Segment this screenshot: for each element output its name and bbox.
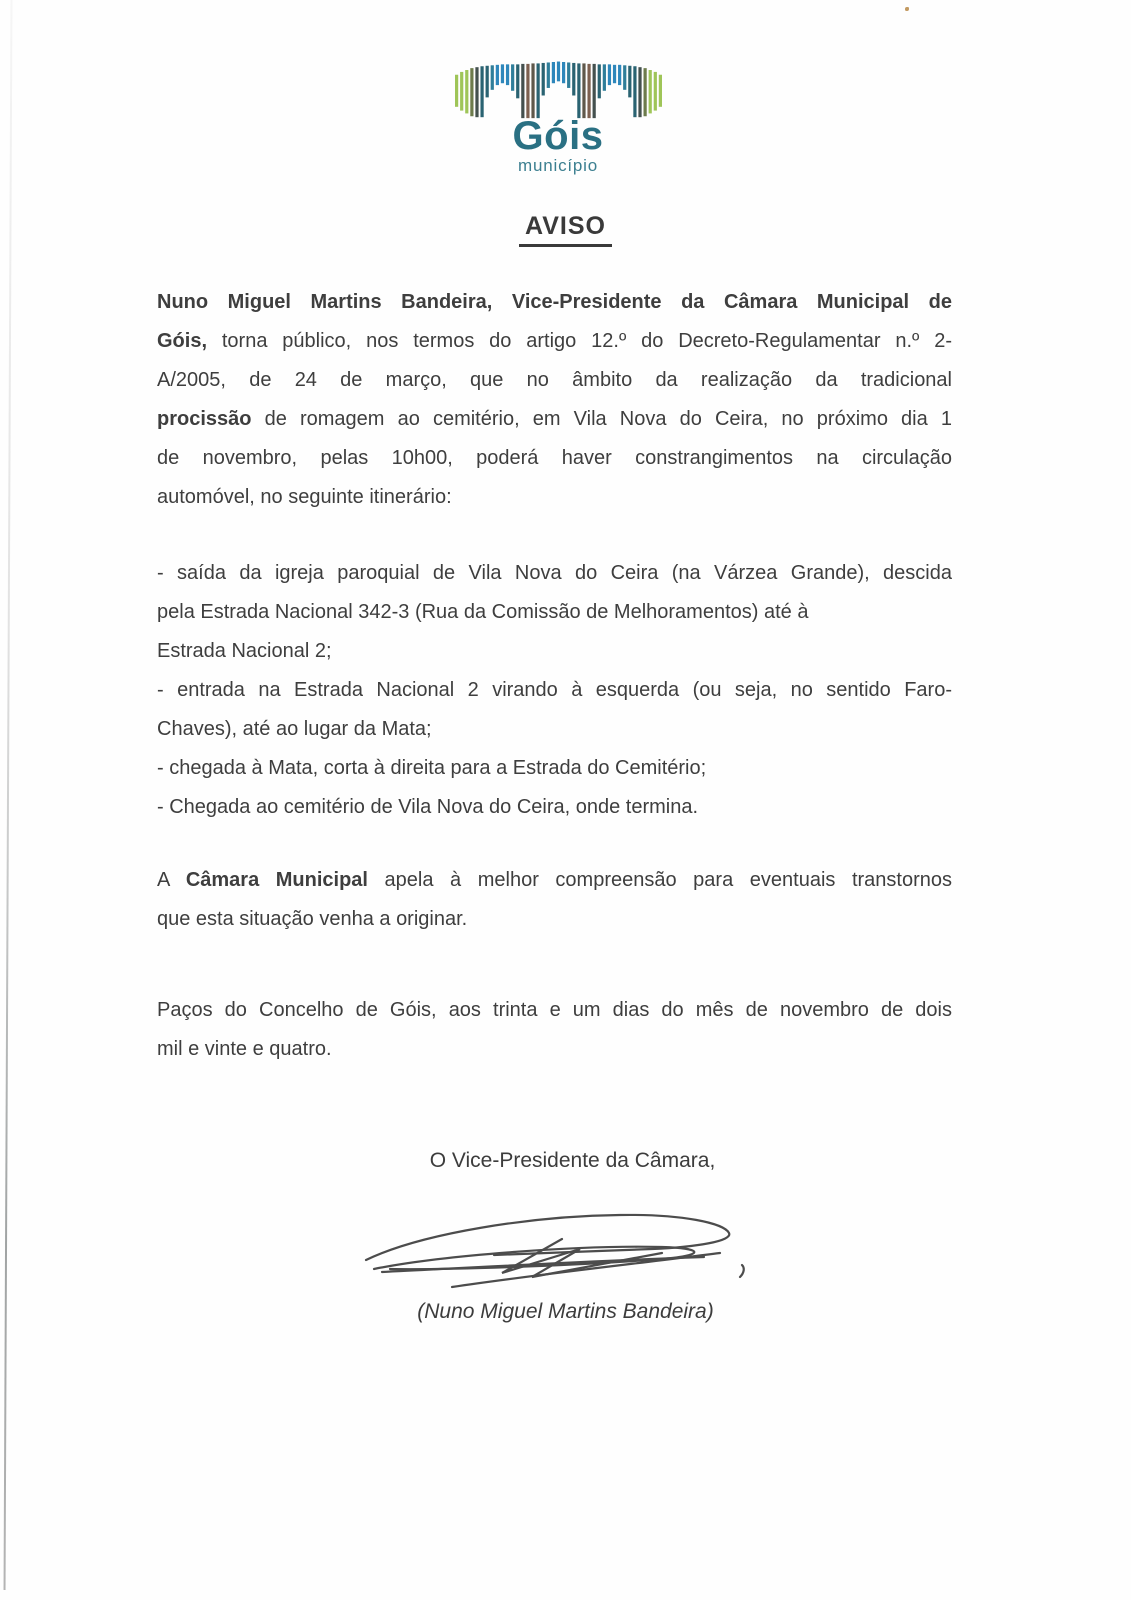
text-line: pela Estrada Nacional 342-3 (Rua da Comissão de Melhoramentos) até à: [157, 601, 809, 623]
text-line: que esta situação venha a originar.: [157, 908, 468, 930]
notice-body: [157, 283, 952, 1069]
intro-paragraph: [157, 283, 952, 517]
municipality-logo: [452, 54, 664, 176]
closing-paragraph: [157, 861, 952, 939]
text-line: Paços do Concelho de Góis, aos trinta e um dias do mês de novembro de dois: [157, 999, 952, 1021]
text-line: procissão de romagem ao cemitério, em Vila Nova do Ceira, no próximo dia 1: [157, 408, 952, 430]
text-line: Chaves), até ao lugar da Mata;: [157, 718, 432, 740]
text-line: - Chegada ao cemitério de Vila Nova do Ceira, onde termina.: [157, 796, 699, 818]
notice-title: AVISO: [519, 212, 612, 247]
signoff-line: O Vice-Presidente da Câmara,: [429, 1149, 716, 1172]
scan-speck-artifact: [905, 7, 909, 11]
logo-name: Góis: [512, 114, 604, 158]
text-line: A/2005, de 24 de março, que no âmbito da realização da tradicional: [157, 369, 952, 391]
text-line: - entrada na Estrada Nacional 2 virando à esquerda (ou seja, no sentido Faro-: [157, 679, 952, 701]
text-line: - chegada à Mata, corta à direita para a Estrada do Cemitério;: [157, 757, 707, 779]
text-line: Góis, torna público, nos termos do artigo 12.º do Decreto-Regulamentar n.º 2-: [157, 330, 952, 352]
text-line: automóvel, no seguinte itinerário:: [157, 486, 452, 508]
notice-title-wrap: [0, 212, 1131, 247]
dateline-paragraph: [157, 991, 952, 1069]
itinerary-list: [157, 554, 952, 827]
signatory-name: (Nuno Miguel Martins Bandeira): [417, 1300, 714, 1323]
text-line: Nuno Miguel Martins Bandeira, Vice-Presidente da Câmara Municipal de: [157, 291, 952, 313]
handwritten-signature: [352, 1203, 752, 1295]
text-line: Estrada Nacional 2;: [157, 640, 332, 662]
text-line: A Câmara Municipal apela à melhor compreensão para eventuais transtornos: [157, 869, 952, 891]
text-line: de novembro, pelas 10h00, poderá haver constrangimentos na circulação: [157, 447, 952, 469]
logo-subtitle: município: [518, 156, 598, 175]
gois-bridge-logo: [455, 54, 662, 120]
text-line: - saída da igreja paroquial de Vila Nova do Ceira (na Várzea Grande), descida: [157, 562, 952, 584]
text-line: mil e vinte e quatro.: [157, 1038, 332, 1060]
